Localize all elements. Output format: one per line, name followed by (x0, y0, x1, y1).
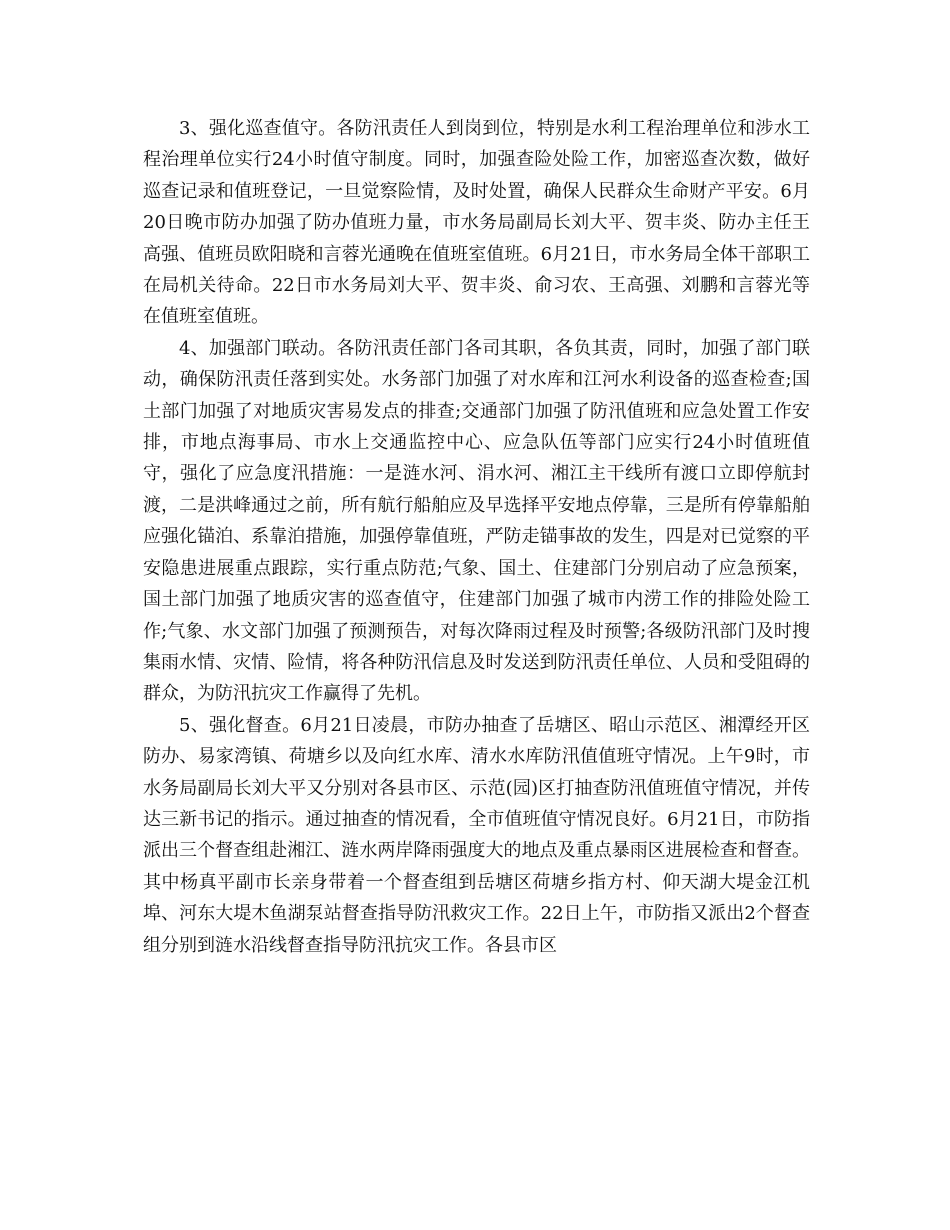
paragraph-department-coordination: 4、加强部门联动。各防汛责任部门各司其职，各负其责，同时，加强了部门联动，确保防汛责任落到实处。水务部门加强了对水库和江河水利设备的巡查检查;国土部门加强了对地质灾害易发点的排查;交通部门加强了防汛值班和应急处置工作安排，市地点海事局、市水上交通监控中心、应急队伍等部门应实行24小时值班值守，强化了应急度汛措施：一是涟水河、涓水河、湘江主干线所有渡口立即停航封渡，二是洪峰通过之前，所有航行船舶应及早选择平安地点停靠，三是所有停靠船舶应强化锚泊、系靠泊措施，加强停靠值班，严防走锚事故的发生，四是对已觉察的平安隐患进展重点跟踪，实行重点防范;气象、国土、住建部门分别启动了应急预案，国土部门加强了地质灾害的巡查值守，住建部门加强了城市内涝工作的排险处险工作;气象、水文部门加强了预测预告，对每次降雨过程及时预警;各级防汛部门及时搜集雨水情、灾情、险情，将各种防汛信息及时发送到防汛责任单位、人员和受阻碍的群众，为防汛抗灾工作赢得了先机。 (143, 337, 810, 705)
paragraph-patrol-duty: 3、强化巡查值守。各防汛责任人到岗到位，特别是水利工程治理单位和涉水工程治理单位实行24小时值守制度。同时，加强查险处险工作，加密巡查次数，做好巡查记录和值班登记，一旦觉察险情，及时处置，确保人民群众生命财产平安。6月20日晚市防办加强了防办值班力量，市水务局副局长刘大平、贺丰炎、防办主任王高强、值班员欧阳晓和言蓉光通晚在值班室值班。6月21日，市水务局全体干部职工在局机关待命。22日市水务局刘大平、贺丰炎、俞习农、王高强、刘鹏和言蓉光等在值班室值班。 (143, 118, 810, 328)
document-body (143, 113, 810, 961)
paragraph-supervision: 5、强化督查。6月21日凌晨，市防办抽查了岳塘区、昭山示范区、湘潭经开区防办、易家湾镇、荷塘乡以及向红水库、清水水库防汛值值班守情况。上午9时，市水务局副局长刘大平又分别对各县市区、示范(园)区打抽查防汛值班值守情况，并传达三新书记的指示。通过抽查的情况看，全市值班值守情况良好。6月21日，市防指派出三个督查组赴湘江、涟水两岸降雨强度大的地点及重点暴雨区进展检查和督查。其中杨真平副市长亲身带着一个督查组到岳塘区荷塘乡指方村、仰天湖大堤金江机埠、河东大堤木鱼湖泵站督查指导防汛救灾工作。22日上午，市防指又派出2个督查组分别到涟水沿线督查指导防汛抗灾工作。各县市区 (143, 714, 810, 956)
